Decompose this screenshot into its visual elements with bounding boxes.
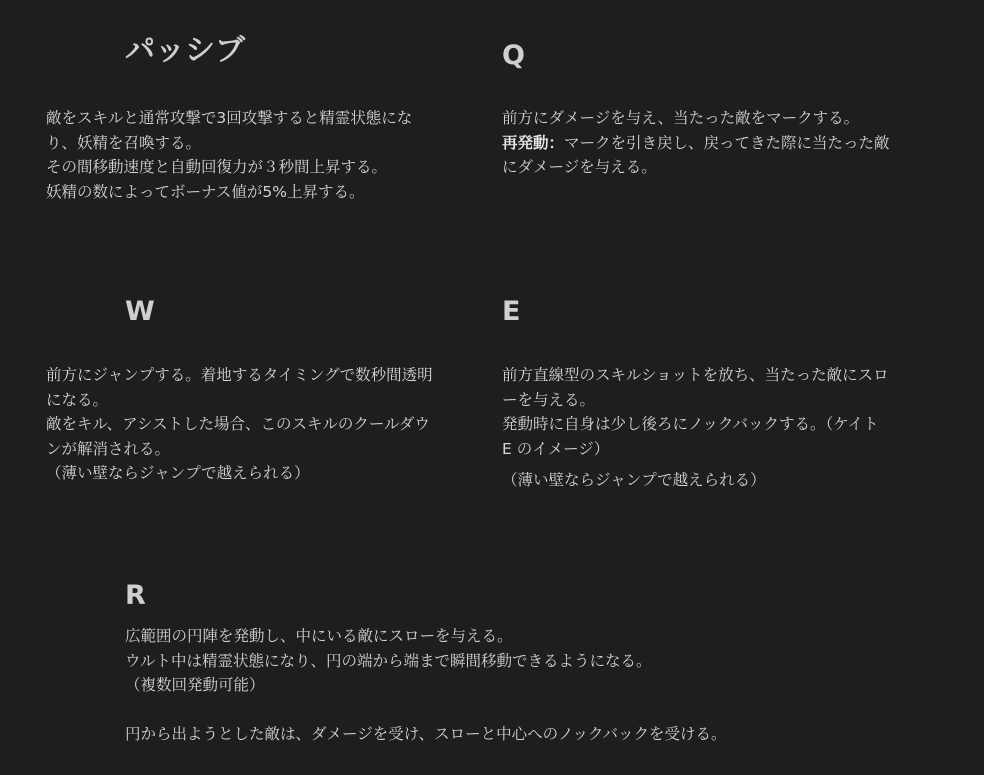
passive-line: 敵をスキルと通常攻撃で3回攻撃すると精霊状態にな: [46, 109, 413, 127]
q-recast-label: 再発動：: [502, 133, 565, 152]
w-line: （薄い壁ならジャンプで越えられる）: [46, 464, 310, 482]
e-line: 発動時に自身は少し後ろにノックバックする。（ケイト: [502, 415, 879, 433]
w-line: 前方にジャンプする。着地するタイミングで数秒間透明: [46, 366, 433, 384]
r-description: [125, 624, 727, 746]
q-line: 前方にダメージを与え、当たった敵をマークする。: [502, 109, 860, 127]
q-line: にダメージを与える。: [502, 158, 657, 176]
w-description: [46, 363, 433, 486]
w-line: になる。: [46, 390, 109, 409]
e-note: （薄い壁ならジャンプで越えられる）: [502, 471, 766, 489]
e-line: E のイメージ）: [502, 439, 610, 458]
r-line: ウルト中は精霊状態になり、円の端から端まで瞬間移動できるようになる。: [125, 651, 652, 670]
q-description: [502, 106, 890, 180]
e-line: ーを与える。: [502, 390, 596, 409]
passive-description: [46, 106, 412, 204]
q-recast-line: [502, 131, 890, 156]
e-title: E: [502, 296, 521, 327]
q-title: Q: [502, 40, 525, 71]
r-title: R: [125, 580, 146, 611]
passive-line: その間移動速度と自動回復力が３秒間上昇する。: [46, 158, 388, 176]
e-line: 前方直線型のスキルショットを放ち、当たった敵にスロ: [502, 366, 889, 384]
passive-line: 妖精の数によってボーナス値が5%上昇する。: [46, 182, 365, 201]
w-title: W: [125, 296, 155, 327]
passive-title: パッシブ: [125, 33, 245, 68]
paragraph-spacer: [125, 698, 727, 722]
r-line: （複数回発動可能）: [125, 676, 265, 694]
q-recast-text: マークを引き戻し、戻ってきた際に当たった敵: [564, 133, 890, 152]
r-line: 広範囲の円陣を発動し、中にいる敵にスローを与える。: [125, 627, 513, 645]
passive-line: り、妖精を召喚する。: [46, 133, 202, 152]
r-extra-line: 円から出ようとした敵は、ダメージを受け、スローと中心へのノックバックを受ける。: [125, 724, 727, 743]
e-description: [502, 363, 889, 493]
w-line: ンが解消される。: [46, 439, 171, 458]
w-line: 敵をキル、アシストした場合、このスキルのクールダウ: [46, 415, 430, 433]
